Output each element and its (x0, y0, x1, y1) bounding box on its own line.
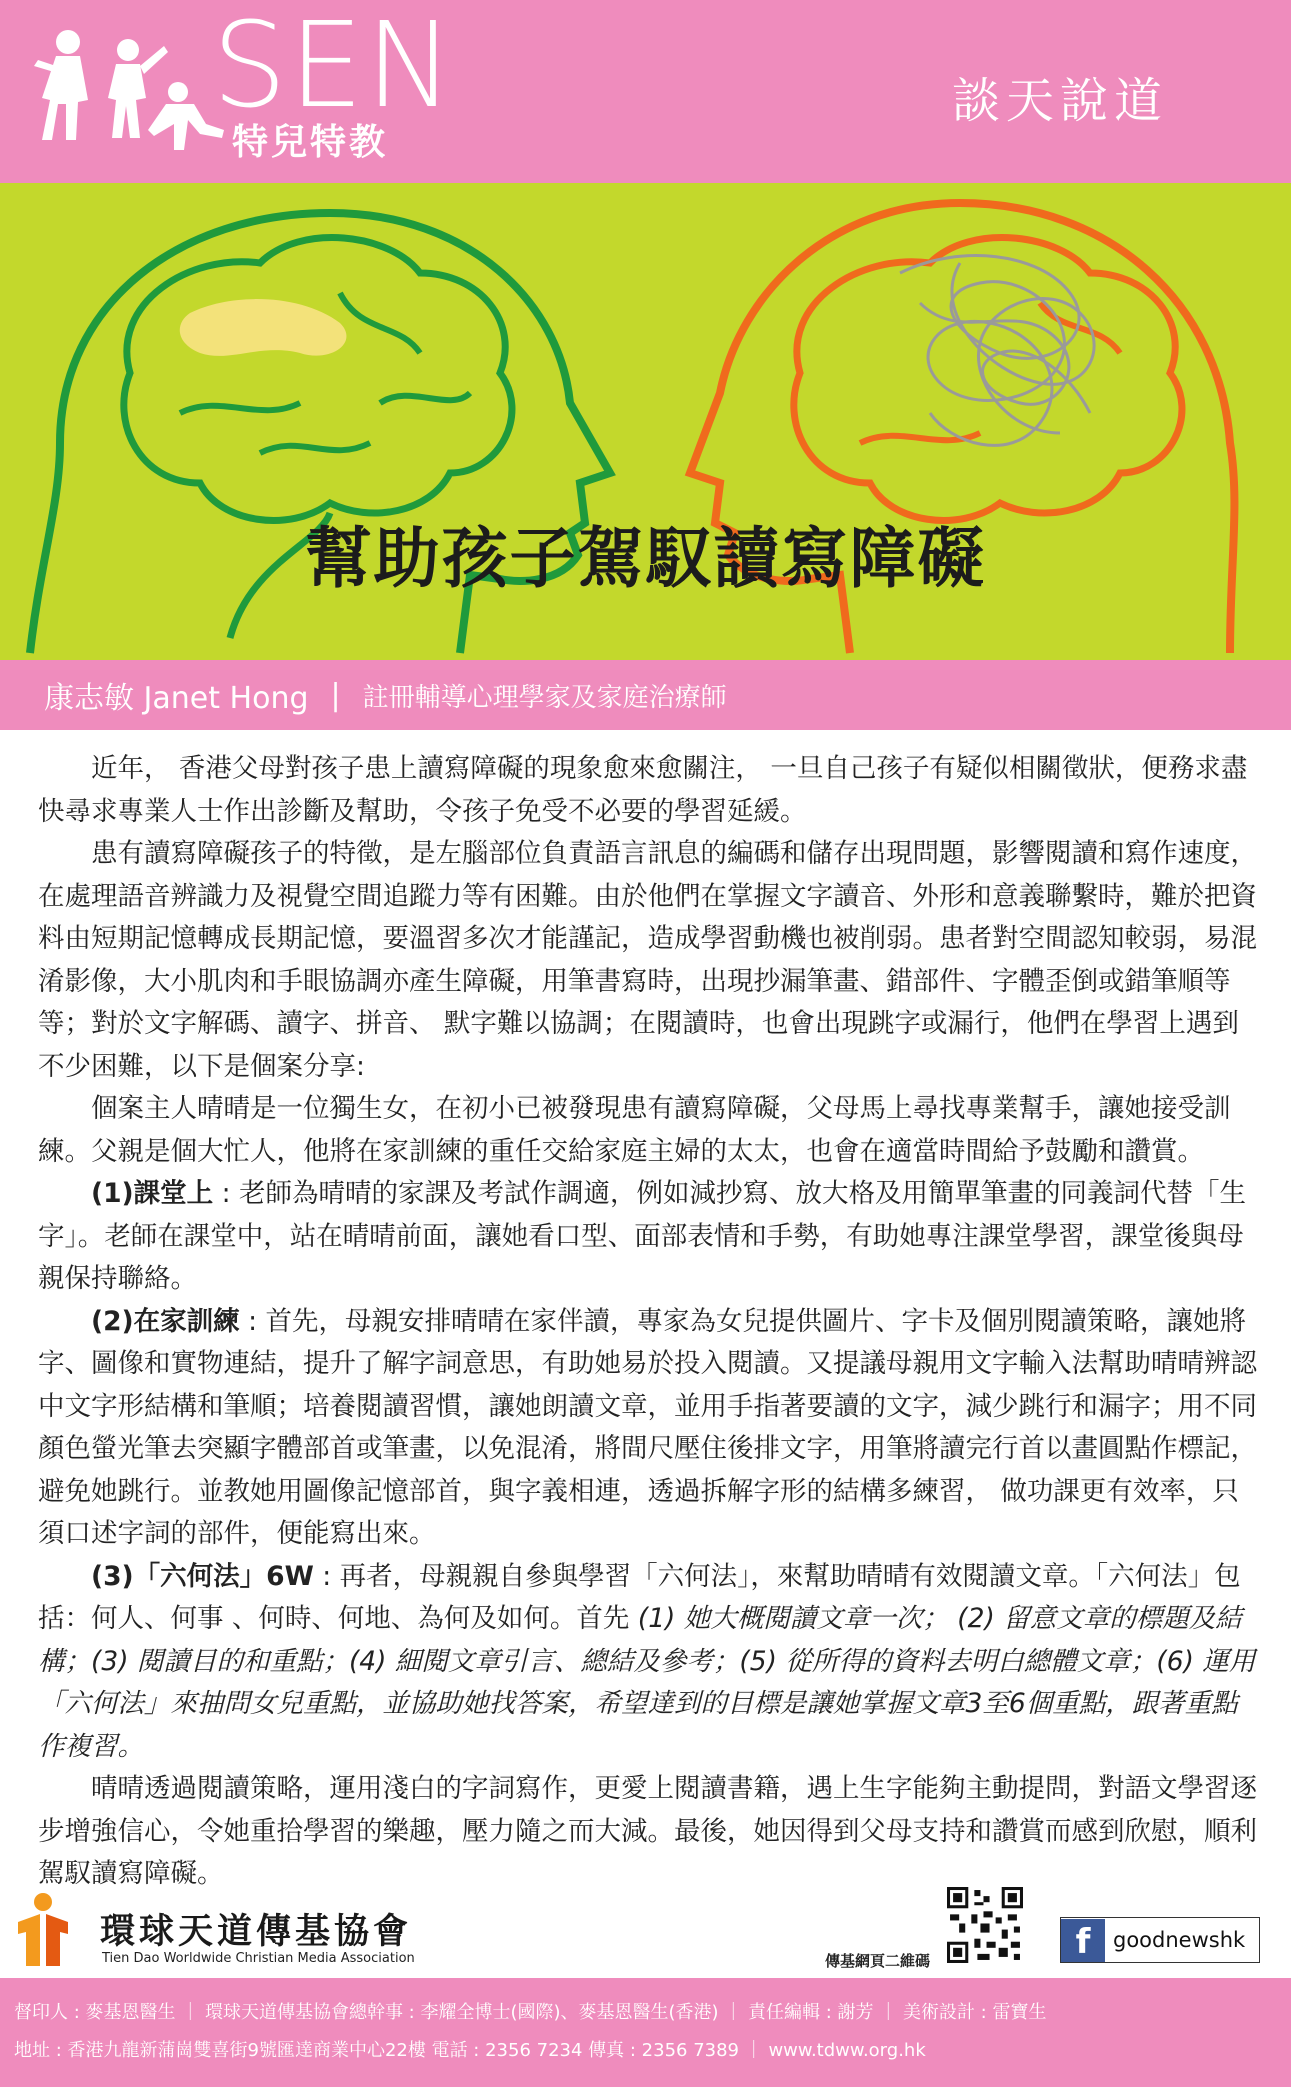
author-name: 康志敏 Janet Hong (44, 681, 309, 716)
qr-label: 傳基網頁二維碼 (825, 1952, 931, 1970)
paragraph-6 (38, 1556, 1260, 1769)
org-name: 環球天道傳基協會 (100, 1912, 413, 1952)
children-silhouette-icon (28, 20, 228, 170)
paragraph-6-steps: (1) 她大概閱讀文章一次； (2) 留意文章的標題及結構；(3) 閱讀目的和重點；(4) 細閱文章引言、總結及參考；(5) 從所得的資料去明白總體文章；(6) 運用「六何法」來抽問女兒重點，並協助她找答案，希望達到的目標是讓她掌握文章3至6個重點，跟著重點作複習。 (38, 1603, 1256, 1762)
paragraph-6-text: : 再者，母親親自參與學習「六何法」，來幫助晴晴有效閱讀文章。「六何法」包括：何人、何事 、何時、何地、為何及如何。首先 (38, 1560, 1241, 1634)
footer-credits: 督印人 : 麥基恩醫生 ｜ 環球天道傳基協會總幹事 : 李耀全博士(國際)、麥基恩醫生(香港) ｜ 責任編輯 : 謝芳 ｜ 美術設計 : 雷寶生 (14, 2002, 1047, 2023)
brand-title: SEN (212, 0, 456, 134)
paragraph-2: 患有讀寫障礙孩子的特徵，是左腦部位負責語言訊息的編碼和儲存出現問題，影響閱讀和寫作速度，在處理語音辨識力及視覺空間追蹤力等有困難。由於他們在掌握文字讀音、外形和意義聯繫時，難於把資料由短期記憶轉成長期記憶，要溫習多次才能謹記，造成學習動機也被削弱。患者對空間認知較弱，易混淆影像，大小肌肉和手眼協調亦產生障礙，用筆書寫時，出現抄漏筆畫、錯部件、字體歪倒或錯筆順等等；對於文字解碼、讀字、拼音、 默字難以協調；在閱讀時，也會出現跳字或漏行，他們在學習上遇到不少困難，以下是個案分享: (38, 838, 1257, 1082)
author-bar (0, 660, 1291, 730)
org-name-en: Tien Dao Worldwide Christian Media Association (102, 1951, 415, 1966)
paragraph-4-lead: (1)課堂上 (91, 1178, 214, 1209)
footer-contact: 地址 : 香港九龍新蒲崗雙喜街9號匯達商業中心22樓 電話 : 2356 7234 傳真 : 2356 7389 ｜ www.tdww.org.hk (14, 2040, 926, 2061)
tangled-lines (900, 256, 1094, 446)
hero-illustration (0, 183, 1291, 660)
facebook-handle: goodnewshk (1113, 1928, 1246, 1952)
paragraph-4 (38, 1173, 1260, 1301)
qr-code-icon[interactable] (947, 1887, 1023, 1963)
footer-bar (0, 1978, 1291, 2087)
paragraph-5-text: : 首先，母親安排晴晴在家伴讀，專家為女兒提供圖片、字卡及個別閱讀策略，讓她將字、圖像和實物連結，提升了解字詞意思，有助她易於投入閱讀。又提議母親用文字輸入法幫助晴晴辨認中文字形結構和筆順；培養閱讀習慣，讓她朗讀文章，並用手指著要讀的文字，減少跳行和漏字；用不同顏色螢光筆去突顯字體部首或筆畫，以免混淆，將間尺壓住後排文字，用筆將讀完行首以畫圓點作標記，避免她跳行。並教她用圖像記憶部首，與字義相連，透過拆解字形的結構多練習， 做功課更有效率，只須口述字詞的部件，便能寫出來。 (38, 1305, 1257, 1549)
right-brain (794, 238, 1182, 521)
column-name (952, 62, 1252, 152)
paragraph-7: 晴晴透過閱讀策略，運用淺白的字詞寫作，更愛上閱讀書籍，遇上生字能夠主動提問，對語文學習逐步增強信心，令她重拾學習的樂趣，壓力隨之而大減。最後，她因得到父母支持和讚賞而感到欣慰，順利駕馭讀寫障礙。 (38, 1773, 1257, 1889)
column-name-text: 談天說道 (952, 73, 1169, 129)
left-brain-highlight (180, 299, 347, 356)
author-role: 註冊輔導心理學家及家庭治療師 (362, 682, 727, 713)
facebook-link[interactable] (1060, 1917, 1260, 1963)
paragraph-4-text: : 老師為晴晴的家課及考試作調適，例如減抄寫、放大格及用簡單筆畫的同義詞代替「生字」。老師在課堂中，站在晴晴前面，讓她看口型、面部表情和手勢，有助她專注課堂學習，課堂後與母親保持聯絡。 (38, 1178, 1246, 1294)
paragraph-5 (38, 1301, 1260, 1556)
article-body (38, 748, 1260, 1896)
brand-subtitle: 特兒特教 (232, 122, 389, 163)
paragraph-3: 個案主人晴晴是一位獨生女，在初小已被發現患有讀寫障礙，父母馬上尋找專業幫手，讓她接受訓練。父親是個大忙人，他將在家訓練的重任交給家庭主婦的太太，也會在適當時間給予鼓勵和讚賞。 (38, 1093, 1231, 1167)
org-logo-icon (18, 1892, 68, 1966)
article-title: 幫助孩子駕馭讀寫障礙 (305, 520, 986, 597)
paragraph-1: 近年， 香港父母對孩子患上讀寫障礙的現象愈來愈關注， 一旦自己孩子有疑似相關徵狀，便務求盡快尋求專業人士作出診斷及幫助，令孩子免受不必要的學習延緩。 (38, 753, 1248, 827)
author-separator: | (330, 677, 341, 713)
header-banner (0, 0, 1291, 183)
left-brain (124, 238, 512, 521)
paragraph-6-lead: (3)「六何法」6W (91, 1560, 314, 1592)
paragraph-5-lead: (2)在家訓練 (91, 1305, 240, 1337)
facebook-icon: f (1061, 1919, 1105, 1962)
